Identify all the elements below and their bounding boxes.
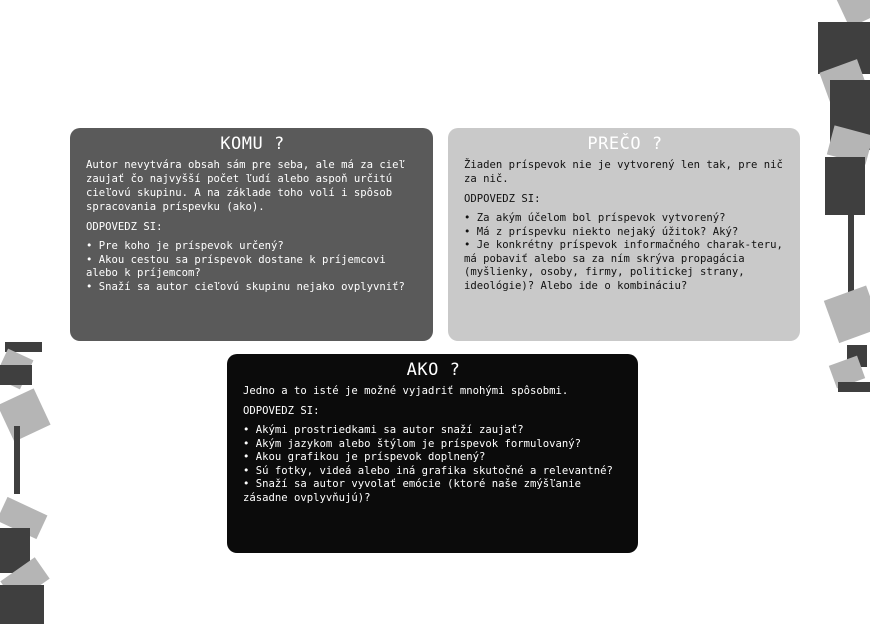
deco-square xyxy=(0,585,44,624)
deco-square xyxy=(824,285,870,343)
komu-intro: Autor nevytvára obsah sám pre seba, ale má za cieľ zaujať čo najvyšší počet ľudí alebo aspoň určitú cieľovú skupinu. A na základe toho volí i spôsob spracovania príspevku (ako). xyxy=(86,159,405,213)
deco-bar xyxy=(838,382,870,392)
ako-question: • Akými prostriedkami sa autor snaží zaujať? xyxy=(243,424,524,436)
komu-title: KOMU ? xyxy=(220,134,285,154)
preco-prompt: ODPOVEDZ SI: xyxy=(464,193,541,205)
deco-bar xyxy=(14,426,20,494)
deco-square xyxy=(0,365,32,385)
left-decoration xyxy=(0,335,60,624)
ako-question: • Akou grafikou je príspevok doplnený? xyxy=(243,451,486,463)
deco-square xyxy=(0,388,51,441)
preco-card xyxy=(448,128,800,341)
ako-prompt: ODPOVEDZ SI: xyxy=(243,405,320,417)
ako-question: • Snaží sa autor vyvolať emócie (ktoré naše zmýšľanie zásadne ovplyvňujú)? xyxy=(243,478,582,504)
right-decoration xyxy=(810,0,870,400)
ako-title: AKO ? xyxy=(406,360,461,380)
ako-intro: Jedno a to isté je možné vyjadriť mnohými spôsobmi. xyxy=(243,385,569,397)
komu-question-list xyxy=(86,240,419,294)
komu-question: • Snaží sa autor cieľovú skupinu nejako ovplyvniť? xyxy=(86,280,405,293)
komu-card xyxy=(70,128,433,341)
ako-card xyxy=(227,354,638,553)
preco-question-list xyxy=(464,212,786,293)
ako-question: • Akým jazykom alebo štýlom je príspevok formulovaný? xyxy=(243,437,582,450)
preco-title: PREČO ? xyxy=(587,134,663,154)
ako-question: • Sú fotky, videá alebo iná grafika skutočné a relevantné? xyxy=(243,464,613,477)
preco-intro: Žiaden príspevok nie je vytvorený len tak, pre nič za nič. xyxy=(464,159,783,185)
komu-question: • Pre koho je príspevok určený? xyxy=(86,240,284,252)
preco-question: • Za akým účelom bol príspevok vytvorený? xyxy=(464,212,726,224)
komu-prompt: ODPOVEDZ SI: xyxy=(86,221,163,233)
ako-question-list xyxy=(243,424,624,505)
deco-square xyxy=(825,157,865,215)
preco-question: • Má z príspevku niekto nejaký úžitok? Aký? xyxy=(464,225,739,238)
komu-question: • Akou cestou sa príspevok dostane k príjemcovi alebo k príjemcom? xyxy=(86,253,386,279)
preco-question: • Je konkrétny príspevok informačného charak-teru, má pobaviť alebo sa za ním skrýva propagácia (myšlienky, osoby, firmy, politickej strany, ideológie)? Alebo ide o kombináciu? xyxy=(464,239,783,292)
